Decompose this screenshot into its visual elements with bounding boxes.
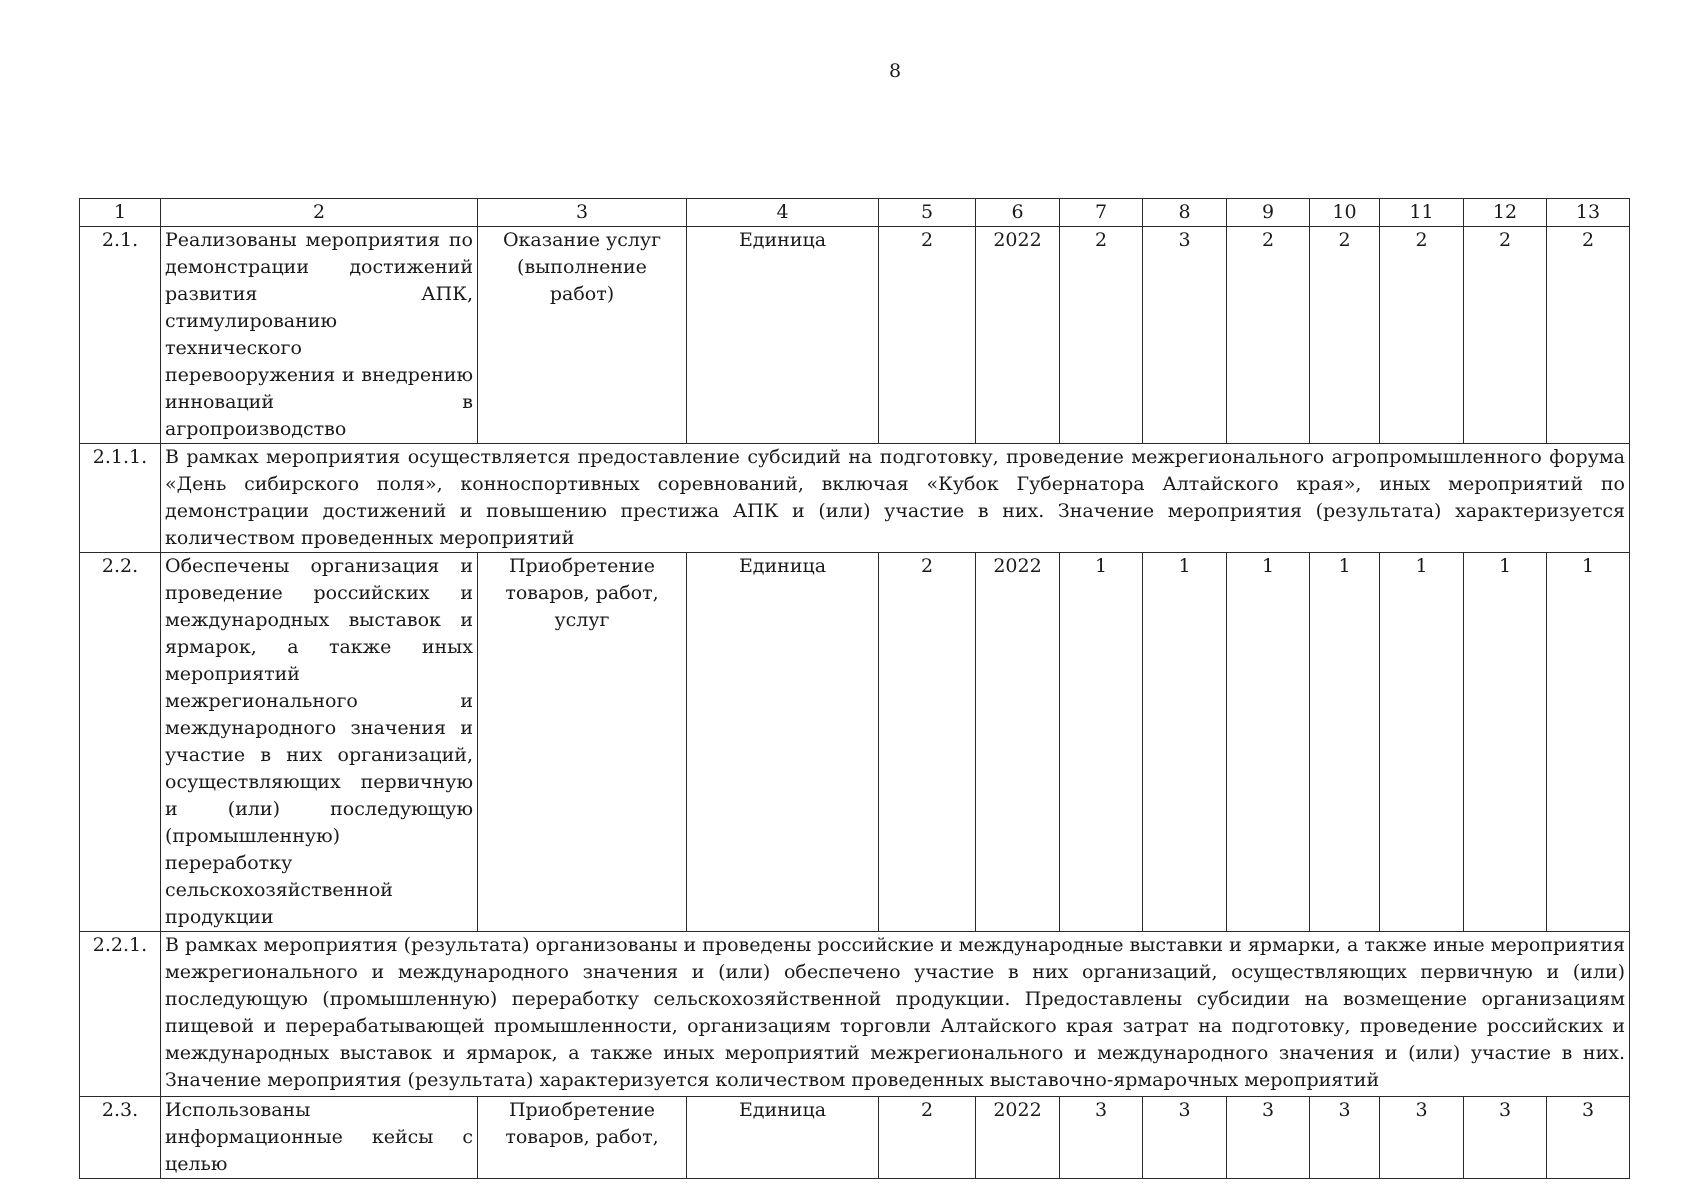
header-cell: 9	[1227, 199, 1310, 227]
header-cell: 10	[1310, 199, 1380, 227]
value-cell: 1	[1060, 553, 1143, 932]
header-cell: 6	[976, 199, 1060, 227]
value-cell: 2	[1310, 227, 1380, 444]
row-id: 2.1.1.	[80, 444, 161, 553]
result-type: Оказание услуг (выполнение работ)	[478, 227, 687, 444]
value-cell: 3	[1380, 1097, 1464, 1179]
result-type: Приобретение товаров, работ, услуг	[478, 553, 687, 932]
row-id: 2.3.	[80, 1097, 161, 1179]
page-number: 8	[888, 60, 902, 82]
header-cell: 5	[879, 199, 976, 227]
value-cell: 2	[1547, 227, 1630, 444]
header-cell: 2	[161, 199, 478, 227]
value-cell: 3	[1143, 227, 1227, 444]
value-cell: 2	[1464, 227, 1547, 444]
value-cell: 3	[1310, 1097, 1380, 1179]
row-id: 2.2.	[80, 553, 161, 932]
value-cell: 1	[1380, 553, 1464, 932]
table-row	[80, 1097, 1630, 1179]
value-cell: 1	[1547, 553, 1630, 932]
value-cell: 1	[1143, 553, 1227, 932]
row-id: 2.1.	[80, 227, 161, 444]
value-cell: 2022	[976, 227, 1060, 444]
value-cell: 3	[1143, 1097, 1227, 1179]
table-row	[80, 227, 1630, 444]
result-description: В рамках мероприятия (результата) организованы и проведены российские и международные выставки и ярмарки, а также иные мероприятия межрегионального и международного значения и (или) обеспечено участие в них организаций, осуществляющих первичную и (или) последующую (промышленную) переработку сельскохозяйственной продукции. Предоставлены субсидии на возмещение организациям пищевой и перерабатывающей промышленности, организациям торговли Алтайского края затрат на подготовку, проведение российских и международных выставок и ярмарок, а также иных мероприятий межрегионального и международного значения и (или) участие в них. Значение мероприятия (результата) характеризуется количеством проведенных выставочно-ярмарочных мероприятий	[161, 932, 1630, 1097]
value-cell: 2	[1060, 227, 1143, 444]
value-cell: 3	[1547, 1097, 1630, 1179]
value-cell: 2	[879, 1097, 976, 1179]
value-cell: 2	[1227, 227, 1310, 444]
header-cell: 12	[1464, 199, 1547, 227]
value-cell: 1	[1310, 553, 1380, 932]
value-cell: 3	[1464, 1097, 1547, 1179]
value-cell: 2022	[976, 553, 1060, 932]
table-row	[80, 932, 1630, 1097]
result-type: Приобретение товаров, работ,	[478, 1097, 687, 1179]
table-row	[80, 444, 1630, 553]
result-name: Реализованы мероприятия по демонстрации достижений развития АПК, стимулированию технического перевооружения и внедрению инноваций в агропроизводство	[161, 227, 478, 444]
value-cell: 2	[1380, 227, 1464, 444]
value-cell: 2022	[976, 1097, 1060, 1179]
value-cell: 2	[879, 227, 976, 444]
table-row	[80, 553, 1630, 932]
header-cell: 7	[1060, 199, 1143, 227]
header-cell: 8	[1143, 199, 1227, 227]
value-cell: 3	[1060, 1097, 1143, 1179]
header-row	[80, 199, 1630, 227]
value-cell: 1	[1464, 553, 1547, 932]
result-description: В рамках мероприятия осуществляется предоставление субсидий на подготовку, проведение межрегионального агропромышленного форума «День сибирского поля», конноспортивных соревнований, включая «Кубок Губернатора Алтайского края», иных мероприятий по демонстрации достижений и повышению престижа АПК и (или) участие в них. Значение мероприятия (результата) характеризуется количеством проведенных мероприятий	[161, 444, 1630, 553]
result-name: Использованы информационные кейсы с целью	[161, 1097, 478, 1179]
unit: Единица	[687, 227, 879, 444]
unit: Единица	[687, 1097, 879, 1179]
header-cell: 11	[1380, 199, 1464, 227]
value-cell: 3	[1227, 1097, 1310, 1179]
unit: Единица	[687, 553, 879, 932]
result-name: Обеспечены организация и проведение российских и международных выставок и ярмарок, а также иных мероприятий межрегионального и международного значения и участие в них организаций, осуществляющих первичную и (или) последующую (промышленную) переработку сельскохозяйственной продукции	[161, 553, 478, 932]
header-cell: 13	[1547, 199, 1630, 227]
header-cell: 4	[687, 199, 879, 227]
row-id: 2.2.1.	[80, 932, 161, 1097]
value-cell: 1	[1227, 553, 1310, 932]
value-cell: 2	[879, 553, 976, 932]
results-table	[79, 198, 1630, 1179]
header-cell: 1	[80, 199, 161, 227]
header-cell: 3	[478, 199, 687, 227]
